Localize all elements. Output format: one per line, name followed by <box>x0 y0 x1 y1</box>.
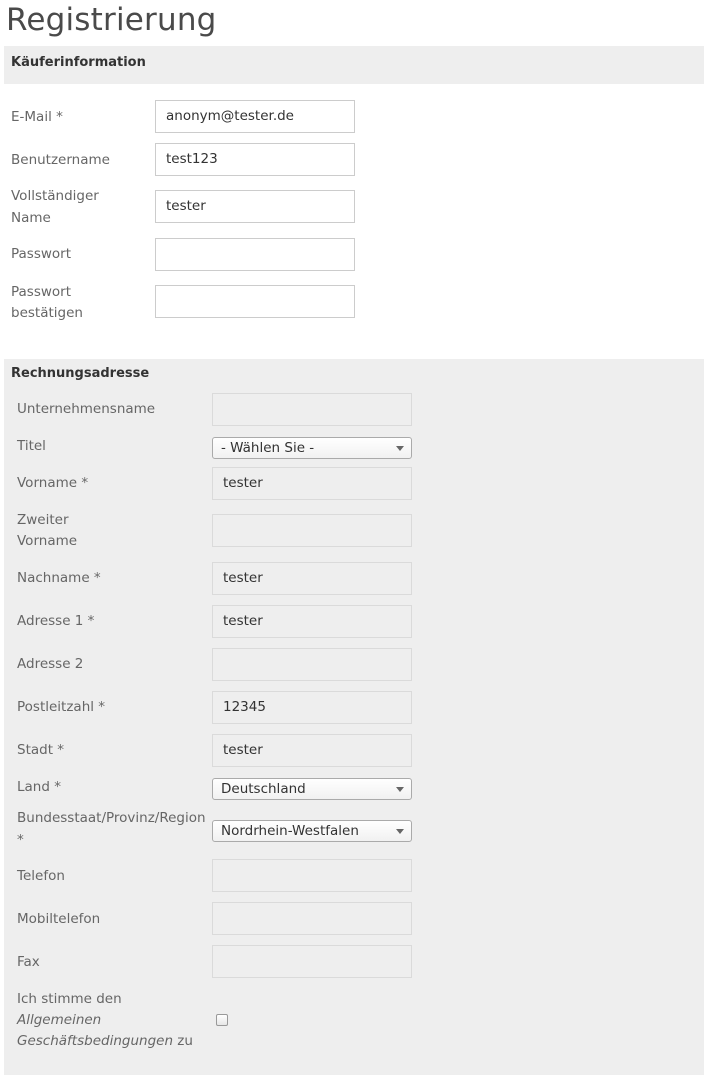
state-label-line1: Bundesstaat/Provinz/Region <box>17 810 206 826</box>
buyer-info-header: Käuferinformation <box>4 46 704 84</box>
zip-field[interactable]: 12345 <box>212 691 412 724</box>
email-label: E-Mail * <box>11 109 63 125</box>
phone-field[interactable] <box>212 859 412 892</box>
fullname-label-line1: Vollständiger <box>11 188 99 204</box>
chevron-down-icon <box>396 787 404 792</box>
username-field[interactable]: test123 <box>155 143 355 176</box>
lastname-field[interactable]: tester <box>212 562 412 595</box>
chevron-down-icon <box>396 829 404 834</box>
terms-checkbox[interactable] <box>216 1014 228 1026</box>
terms-link: Geschäftsbedingungen <box>17 1033 173 1049</box>
page-title: Registrierung <box>6 2 217 38</box>
chevron-down-icon <box>396 446 404 451</box>
firstname-label: Vorname * <box>17 475 89 491</box>
billing-address-header: Rechnungsadresse <box>11 366 150 381</box>
title-select-value: - Wählen Sie - <box>221 440 315 456</box>
city-field[interactable]: tester <box>212 734 412 767</box>
state-select-value: Nordrhein-Westfalen <box>221 823 359 839</box>
address2-label: Adresse 2 <box>17 656 84 672</box>
terms-label-line2 <box>17 1010 101 1031</box>
fullname-field[interactable]: tester <box>155 190 355 223</box>
middlename-label-line2: Vorname <box>17 533 78 549</box>
middlename-label-line1: Zweiter <box>17 512 69 528</box>
password-confirm-label-line2: bestätigen <box>11 305 83 321</box>
country-select-value: Deutschland <box>221 781 306 797</box>
address1-field[interactable]: tester <box>212 605 412 638</box>
mobile-label: Mobiltelefon <box>17 911 101 927</box>
country-label: Land * <box>17 779 61 795</box>
password-confirm-field[interactable] <box>155 285 355 318</box>
address1-label: Adresse 1 * <box>17 613 95 629</box>
terms-label-line1: Ich stimme den <box>17 991 122 1007</box>
terms-label-line3 <box>17 1031 193 1052</box>
password-label: Passwort <box>11 246 72 262</box>
city-label: Stadt * <box>17 742 65 758</box>
password-field[interactable] <box>155 238 355 271</box>
firstname-field[interactable]: tester <box>212 467 412 500</box>
middlename-field[interactable] <box>212 514 412 547</box>
fullname-label-line2: Name <box>11 210 51 226</box>
title-label: Titel <box>17 438 46 454</box>
email-field[interactable]: anonym@tester.de <box>155 100 355 133</box>
company-label: Unternehmensname <box>17 401 156 417</box>
company-field[interactable] <box>212 393 412 426</box>
address2-field[interactable] <box>212 648 412 681</box>
lastname-label: Nachname * <box>17 570 101 586</box>
mobile-field[interactable] <box>212 902 412 935</box>
country-select[interactable] <box>212 778 412 800</box>
username-label: Benutzername <box>11 152 110 168</box>
terms-label-suffix: zu <box>177 1033 193 1049</box>
phone-label: Telefon <box>17 868 65 884</box>
title-select[interactable] <box>212 437 412 459</box>
zip-label: Postleitzahl * <box>17 699 106 715</box>
state-select[interactable] <box>212 820 412 842</box>
fax-label: Fax <box>17 954 40 970</box>
password-confirm-label-line1: Passwort <box>11 284 72 300</box>
fax-field[interactable] <box>212 945 412 978</box>
state-label-line2: * <box>17 832 24 848</box>
terms-label-emphasis: Allgemeinen <box>17 1012 102 1028</box>
